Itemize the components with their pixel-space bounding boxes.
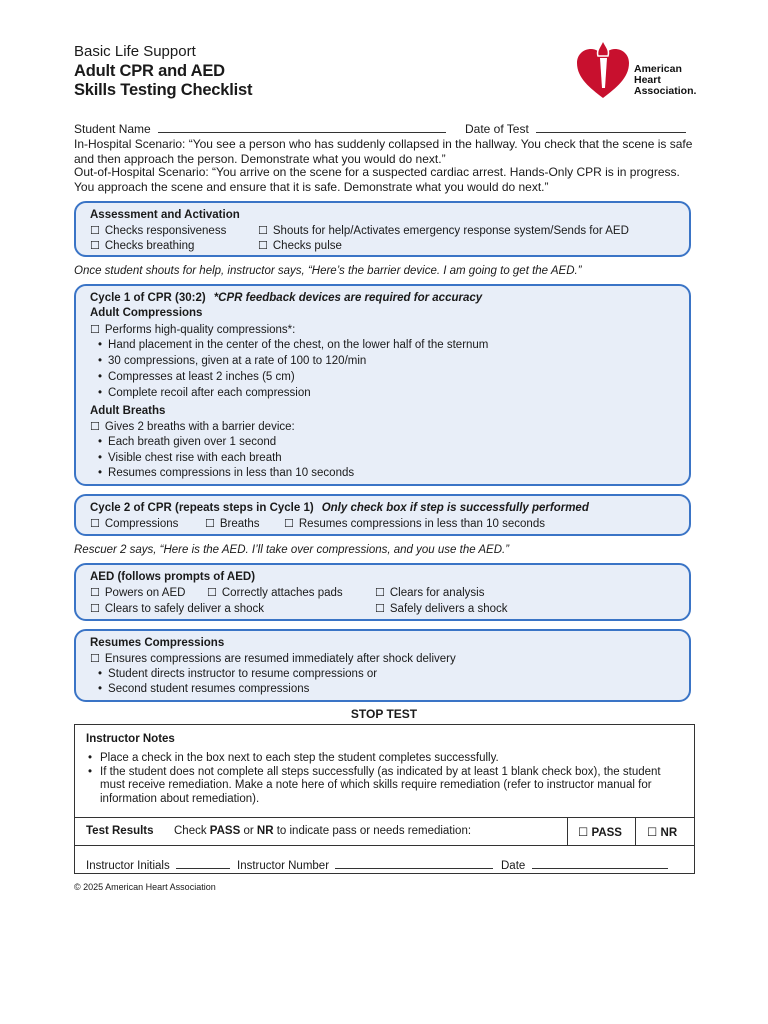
instructor-info-row xyxy=(75,845,694,875)
test-results-pass-word: PASS xyxy=(209,825,241,837)
document-subtitle: Basic Life Support xyxy=(74,43,196,60)
rescuer2-prompt: Rescuer 2 says, “Here is the AED. I’ll take over compressions, and you use the AED.” xyxy=(74,544,510,556)
breaths-bullet: • Resumes compressions in less than 10 seconds xyxy=(98,467,354,479)
student-name-label: Student Name xyxy=(74,122,151,136)
in-hospital-scenario: In-Hospital Scenario: “You see a person who has suddenly collapsed in the hallway. You check that the scene is safe and then approach the person. Demonstrate what you would do next.” xyxy=(74,137,693,166)
resumes-bullet: • Second student resumes compressions xyxy=(98,683,309,695)
instructor-prompt-barrier: Once student shouts for help, instructor says, “Here’s the barrier device. I am going to get the AED.” xyxy=(74,265,582,277)
document-title-line1: Adult CPR and AED xyxy=(74,62,225,80)
adult-breaths-heading: Adult Breaths xyxy=(90,405,166,417)
checkbox-gives-2-breaths[interactable]: ☐ Gives 2 breaths with a barrier device: xyxy=(90,420,295,433)
test-results-pre: Check xyxy=(174,825,210,837)
document-title-line2: Skills Testing Checklist xyxy=(74,81,253,99)
checkbox-checks-breathing[interactable]: ☐ Checks breathing xyxy=(90,239,194,252)
stop-test-label: STOP TEST xyxy=(350,707,418,721)
cycle1-section xyxy=(74,284,691,486)
compressions-bullet: • Compresses at least 2 inches (5 cm) xyxy=(98,371,295,383)
test-results-mid: or xyxy=(240,825,257,837)
instructor-date-field[interactable] xyxy=(501,857,668,872)
logo-text-line: Association. xyxy=(634,85,697,97)
aed-heading: AED (follows prompts of AED) xyxy=(90,571,256,583)
heart-torch-icon xyxy=(574,38,632,100)
aha-logo xyxy=(574,38,704,102)
breaths-bullet: • Visible chest rise with each breath xyxy=(98,452,282,464)
instructor-notes-list xyxy=(86,752,681,806)
test-results-instruction xyxy=(174,825,471,837)
checkbox-high-quality-compressions[interactable]: ☐ Performs high-quality compressions*: xyxy=(90,323,295,336)
compressions-bullet: • Hand placement in the center of the chest, on the lower half of the sternum xyxy=(98,339,488,351)
checkbox-powers-on-aed[interactable]: ☐ Powers on AED xyxy=(90,586,185,599)
cycle2-section xyxy=(74,494,691,536)
logo-text-line: Heart xyxy=(634,74,661,86)
checkbox-cycle2-resumes[interactable]: ☐ Resumes compressions in less than 10 seconds xyxy=(284,517,545,530)
date-of-test-field[interactable] xyxy=(465,121,686,136)
instructor-initials-field[interactable] xyxy=(86,857,230,872)
instructor-notes-table xyxy=(74,724,695,874)
resumes-compressions-section xyxy=(74,629,691,702)
instructor-date-label: Date xyxy=(501,860,526,872)
compressions-bullet: • Complete recoil after each compression xyxy=(98,387,311,399)
instructor-notes-heading: Instructor Notes xyxy=(86,733,175,745)
test-results-label: Test Results xyxy=(86,825,154,837)
cycle1-title: Cycle 1 of CPR (30:2) xyxy=(90,292,206,304)
cycle2-heading xyxy=(90,502,589,514)
test-results-nr-word: NR xyxy=(256,825,274,837)
test-results-post: to indicate pass or needs remediation: xyxy=(273,825,472,837)
resumes-heading: Resumes Compressions xyxy=(90,637,225,649)
checkbox-clears-to-deliver-shock[interactable]: ☐ Clears to safely deliver a shock xyxy=(90,602,264,615)
pass-label: PASS xyxy=(591,827,622,839)
checkbox-delivers-shock[interactable]: ☐ Safely delivers a shock xyxy=(375,602,508,615)
instructor-number-field[interactable] xyxy=(237,857,493,872)
nr-checkbox[interactable]: ☐ NR xyxy=(647,827,678,839)
instructor-number-label: Instructor Number xyxy=(237,860,330,872)
assessment-section xyxy=(74,201,691,257)
instructor-initials-line[interactable] xyxy=(176,857,230,869)
instructor-date-line[interactable] xyxy=(532,857,668,869)
resumes-bullet: • Student directs instructor to resume compressions or xyxy=(98,668,377,680)
instructor-note: • If the student does not complete all steps successfully (as indicated by at least 1 blank check box), the student must receive remediation. Make a note here of which skills require remediation (refer to instructor manual for information about remediation). xyxy=(96,766,681,807)
assessment-heading: Assessment and Activation xyxy=(90,209,240,221)
logo-text-line: American xyxy=(634,63,682,75)
checkbox-cycle2-breaths[interactable]: ☐ Breaths xyxy=(205,517,260,530)
cycle1-heading xyxy=(90,292,482,304)
student-name-field[interactable] xyxy=(74,121,446,136)
divider xyxy=(567,818,568,845)
checkbox-checks-responsiveness[interactable]: ☐ Checks responsiveness xyxy=(90,224,226,237)
date-of-test-label: Date of Test xyxy=(465,122,529,136)
divider xyxy=(635,818,636,845)
copyright: © 2025 American Heart Association xyxy=(74,882,216,892)
adult-compressions-heading: Adult Compressions xyxy=(90,307,203,319)
cycle2-title: Cycle 2 of CPR (repeats steps in Cycle 1) xyxy=(90,502,314,514)
test-results-row xyxy=(75,817,694,845)
checkbox-compressions-resumed[interactable]: ☐ Ensures compressions are resumed immediately after shock delivery xyxy=(90,652,456,665)
pass-checkbox[interactable]: ☐ PASS xyxy=(578,827,622,839)
checkbox-shouts-for-help[interactable]: ☐ Shouts for help/Activates emergency response system/Sends for AED xyxy=(258,224,629,237)
cycle1-note: *CPR feedback devices are required for accuracy xyxy=(213,292,483,304)
checkbox-checks-pulse[interactable]: ☐ Checks pulse xyxy=(258,239,342,252)
checkbox-cycle2-compressions[interactable]: ☐ Compressions xyxy=(90,517,178,530)
checkbox-clears-for-analysis[interactable]: ☐ Clears for analysis xyxy=(375,586,484,599)
student-name-line[interactable] xyxy=(158,121,446,133)
aed-section xyxy=(74,563,691,621)
cycle2-note: Only check box if step is successfully performed xyxy=(321,502,589,514)
checkbox-attaches-pads[interactable]: ☐ Correctly attaches pads xyxy=(207,586,343,599)
out-of-hospital-scenario: Out-of-Hospital Scenario: “You arrive on the scene for a suspected cardiac arrest. Hands-Only CPR is in progress. You approach the scene and ensure that it is safe. Demonstrate what you would do next.” xyxy=(74,165,680,194)
breaths-bullet: • Each breath given over 1 second xyxy=(98,436,276,448)
date-of-test-line[interactable] xyxy=(536,121,686,133)
instructor-initials-label: Instructor Initials xyxy=(86,860,170,872)
compressions-bullet: • 30 compressions, given at a rate of 100 to 120/min xyxy=(98,355,366,367)
instructor-number-line[interactable] xyxy=(335,857,493,869)
nr-label: NR xyxy=(660,827,678,839)
instructor-note: • Place a check in the box next to each step the student completes successfully. xyxy=(96,752,681,766)
